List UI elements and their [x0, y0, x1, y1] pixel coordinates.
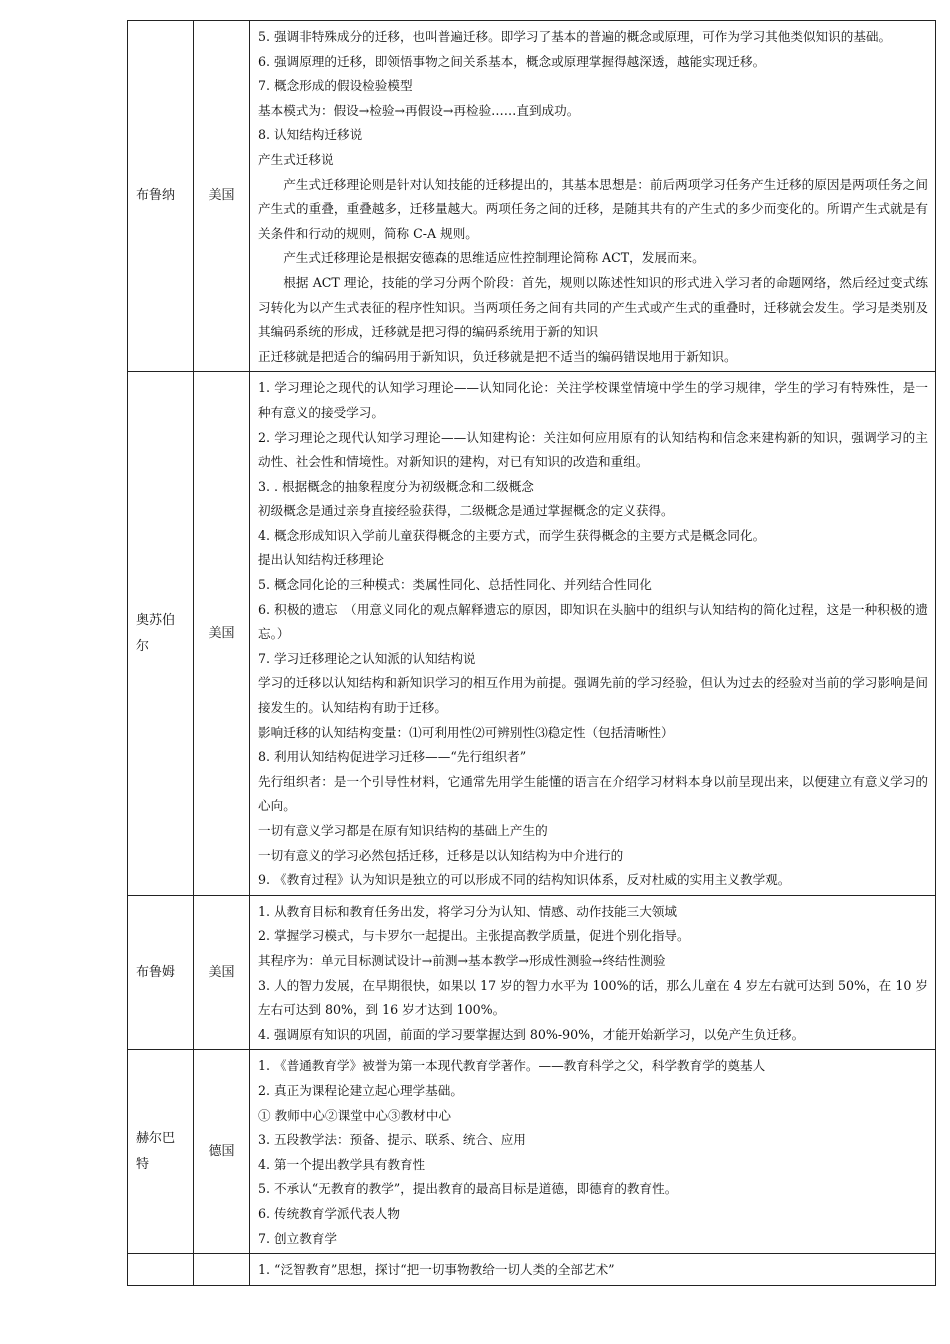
theory-content-cell — [250, 1050, 936, 1254]
content-line: 4. 概念形成知识入学前儿童获得概念的主要方式，而学生获得概念的主要方式是概念同化。 — [258, 527, 766, 543]
person-name-cell: 奥苏伯尔 — [128, 372, 194, 895]
content-line: 其程序为：单元目标测试设计→前测→基本教学→形成性测验→终结性测验 — [258, 952, 666, 968]
content-line: 根据 ACT 理论，技能的学习分两个阶段：首先，规则以陈述性知识的形式进入学习者的命题网络，然后经过变式练习转化为以产生式表征的程序性知识。当两项任务之间有共同的产生式或产生式的重叠时，迁移就会发生。学习是类别及其编码系统的形成，迁移就是把习得的编码系统用于新的知识 — [258, 274, 928, 340]
content-line: 学习的迁移以认知结构和新知识学习的相互作用为前提。强调先前的学习经验，但认为过去的经验对当前的学习影响是间接发生的。认知结构有助于迁移。 — [258, 675, 928, 716]
table-row — [128, 895, 936, 1050]
person-name-cell — [128, 1254, 194, 1286]
content-line: 2. 学习理论之现代认知学习理论——认知建构论：关注如何应用原有的认知结构和信念来建构新的知识，强调学习的主动性、社会性和情境性。对新知识的建构，对已有知识的改造和重组。 — [258, 429, 928, 470]
content-line: 2. 掌握学习模式，与卡罗尔一起提出。主张提高教学质量，促进个别化指导。 — [258, 928, 690, 944]
content-line: 3. . 根据概念的抽象程度分为初级概念和二级概念 — [258, 478, 534, 494]
table-row — [128, 1254, 936, 1286]
country-cell — [194, 1254, 250, 1286]
country-cell: 德国 — [194, 1050, 250, 1254]
content-line: 5. 概念同化论的三种模式：类属性同化、总括性同化、并列结合性同化 — [258, 577, 652, 593]
content-line: 产生式迁移理论是根据安德森的思维适应性控制理论简称 ACT，发展而来。 — [283, 250, 705, 266]
country-cell: 美国 — [194, 372, 250, 895]
content-line: 4. 第一个提出教学具有教育性 — [258, 1156, 426, 1172]
person-name-cell: 布鲁纳 — [128, 21, 194, 372]
content-line: 基本模式为：假设→检验→再假设→再检验……直到成功。 — [258, 102, 580, 118]
content-line: 影响迁移的认知结构变量：⑴可利用性⑵可辨别性⑶稳定性（包括清晰性） — [258, 724, 674, 740]
content-line: 1. 学习理论之现代的认知学习理论——认知同化论：关注学校课堂情境中学生的学习规律，学生的学习有特殊性，是一种有意义的接受学习。 — [258, 380, 928, 420]
content-line: 正迁移就是把适合的编码用于新知识，负迁移就是把不适当的编码错误地用于新知识。 — [258, 348, 737, 364]
content-line: 3. 五段教学法：预备、提示、联系、统合、应用 — [258, 1132, 526, 1148]
content-line: 7. 创立教育学 — [258, 1230, 337, 1246]
teacher-theory-table — [127, 20, 936, 1286]
table-row — [128, 21, 936, 372]
content-line: 6. 积极的遗忘 （用意义同化的观点解释遗忘的原因，即知识在头脑中的组织与认知结构的简化过程，这是一种积极的遗忘。） — [258, 601, 928, 642]
country-cell: 美国 — [194, 895, 250, 1050]
content-line: 1. “泛智教育”思想，探讨“把一切事物教给一切人类的全部艺术” — [258, 1262, 615, 1278]
content-line: 先行组织者：是一个引导性材料，它通常先用学生能懂的语言在介绍学习材料本身以前呈现出来，以便建立有意义学习的心向。 — [258, 773, 928, 814]
content-line: 6. 传统教育学派代表人物 — [258, 1205, 400, 1221]
country-cell: 美国 — [194, 21, 250, 372]
person-name-cell: 布鲁姆 — [128, 895, 194, 1050]
content-line: 6. 强调原理的迁移，即领悟事物之间关系基本，概念或原理掌握得越深透，越能实现迁移。 — [258, 53, 766, 69]
content-line: 1. 从教育目标和教育任务出发，将学习分为认知、情感、动作技能三大领域 — [258, 903, 678, 919]
table-row — [128, 1050, 936, 1254]
theory-content-cell — [250, 1254, 936, 1286]
content-line: 一切有意义的学习必然包括迁移，迁移是以认知结构为中介进行的 — [258, 847, 624, 863]
content-line: 8. 利用认知结构促进学习迁移——“先行组织者” — [258, 749, 527, 765]
person-name-cell: 赫尔巴特 — [128, 1050, 194, 1254]
content-line: 5. 强调非特殊成分的迁移，也叫普遍迁移。即学习了基本的普遍的概念或原理，可作为学习其他类似知识的基础。 — [258, 29, 892, 44]
content-line: 3. 人的智力发展，在早期很快，如果以 17 岁的智力水平为 100%的话，那么儿童在 4 岁左右就可达到 50%，在 10 岁左右可达到 80%，到 16 岁才达到 100%。 — [258, 977, 928, 1018]
theory-content-cell — [250, 895, 936, 1050]
table-row — [128, 372, 936, 895]
content-line: 9. 《教育过程》认为知识是独立的可以形成不同的结构知识体系，反对杜威的实用主义教学观。 — [258, 872, 791, 888]
content-line: 7. 学习迁移理论之认知派的认知结构说 — [258, 650, 476, 666]
content-line: 8. 认知结构迁移说 — [258, 127, 363, 143]
content-line: 1. 《普通教育学》被誉为第一本现代教育学著作。——教育科学之父，科学教育学的奠基人 — [258, 1058, 766, 1074]
content-line: 产生式迁移说 — [258, 151, 334, 167]
content-line: 初级概念是通过亲身直接经验获得，二级概念是通过掌握概念的定义获得。 — [258, 503, 674, 519]
theory-content-cell — [250, 21, 936, 372]
content-line: 产生式迁移理论则是针对认知技能的迁移提出的，其基本思想是：前后两项学习任务产生迁移的原因是两项任务之间产生式的重叠，重叠越多，迁移量越大。两项任务之间的迁移，是随其共有的产生式的多少而变化的。所谓产生式就是有关条件和行动的规则，简称 C-A 规则。 — [258, 176, 928, 241]
content-line: ① 教师中心②课堂中心③教材中心 — [258, 1107, 451, 1123]
content-line: 2. 真正为课程论建立起心理学基础。 — [258, 1082, 463, 1098]
content-line: 5. 不承认“无教育的教学”，提出教育的最高目标是道德，即德育的教育性。 — [258, 1181, 678, 1197]
content-line: 一切有意义学习都是在原有知识结构的基础上产生的 — [258, 823, 548, 838]
content-line: 提出认知结构迁移理论 — [258, 552, 384, 568]
content-line: 4. 强调原有知识的巩固，前面的学习要掌握达到 80%-90%，才能开始新学习，以免产生负迁移。 — [258, 1026, 805, 1042]
theory-content-cell — [250, 372, 936, 895]
table-body — [128, 21, 936, 1286]
content-line: 7. 概念形成的假设检验模型 — [258, 78, 413, 94]
